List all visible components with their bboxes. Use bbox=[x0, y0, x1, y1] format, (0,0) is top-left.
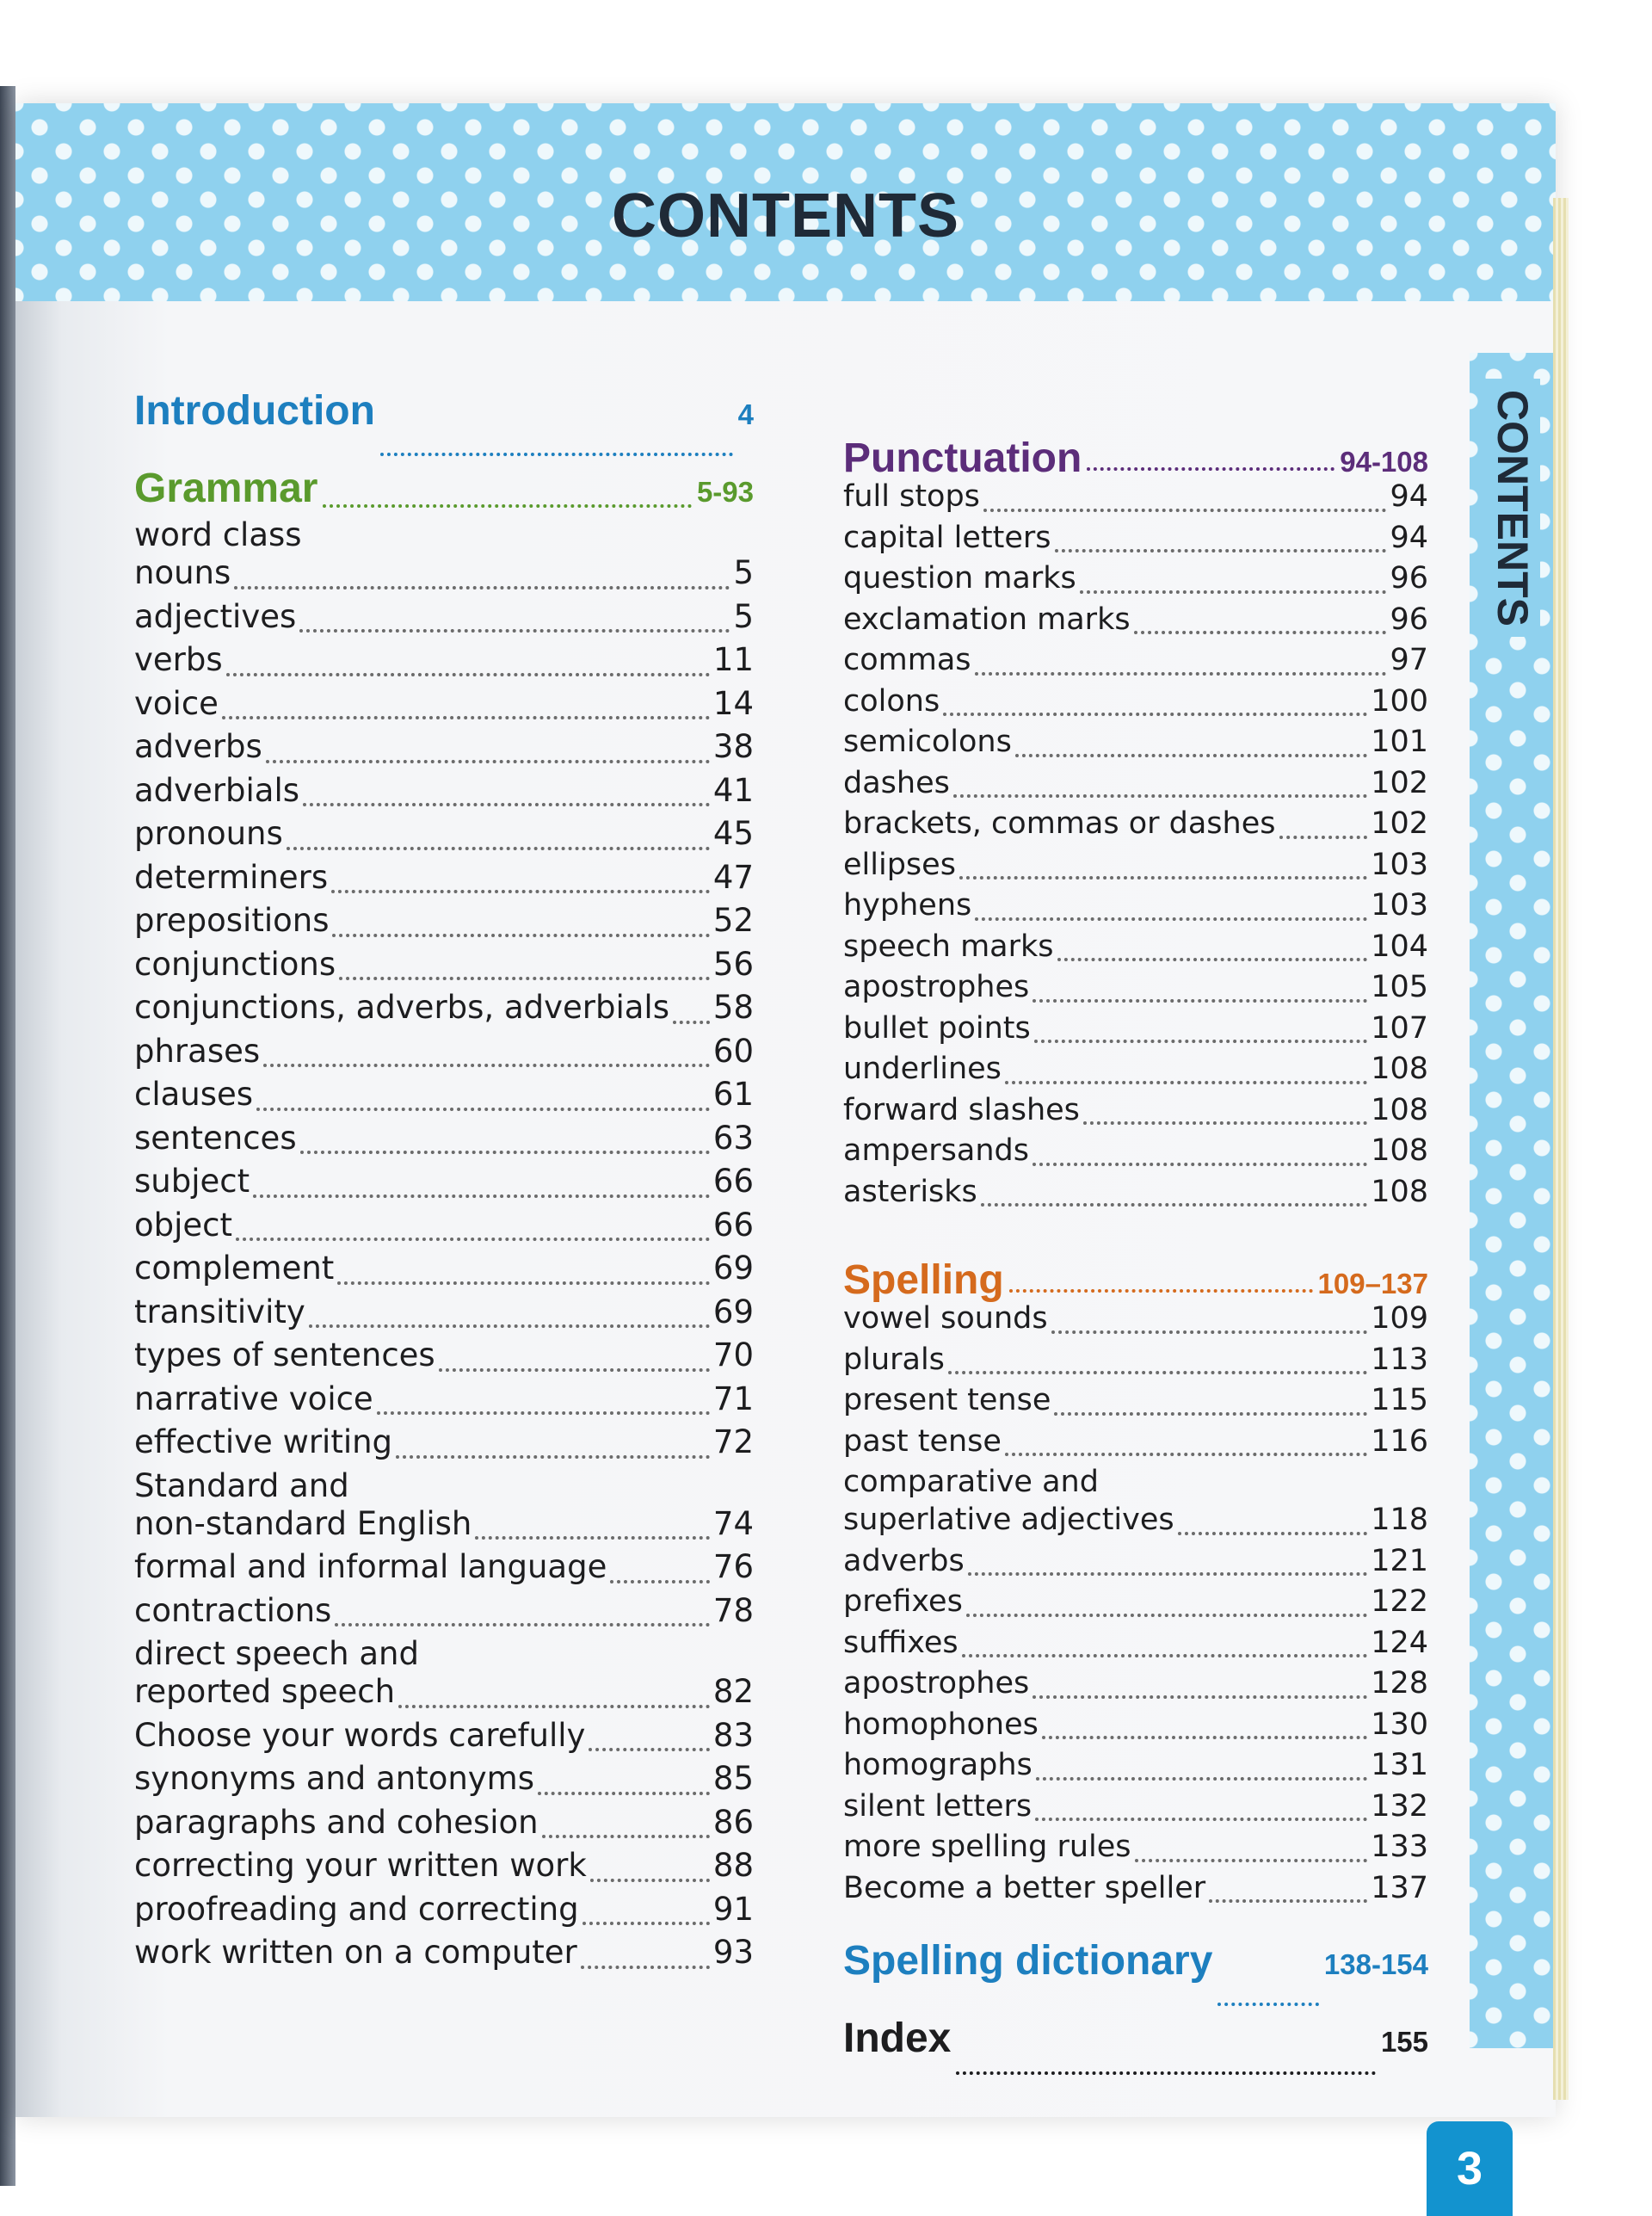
dot-leader bbox=[253, 1194, 710, 1198]
entry-page: 97 bbox=[1390, 643, 1428, 677]
entry-label: nouns bbox=[134, 554, 231, 591]
entry-page: 131 bbox=[1371, 1748, 1428, 1782]
section-label: Spelling dictionary bbox=[843, 1938, 1213, 1984]
dot-leader bbox=[966, 1614, 1367, 1617]
entry-page: 52 bbox=[712, 902, 754, 939]
entry-label: phrases bbox=[134, 1032, 261, 1070]
dot-leader bbox=[962, 1654, 1368, 1657]
entry-page: 69 bbox=[712, 1293, 754, 1330]
toc-entry bbox=[134, 1717, 754, 1761]
dot-leader bbox=[968, 1572, 1367, 1576]
toc-entry bbox=[843, 1830, 1428, 1871]
entry-label: forward slashes bbox=[843, 1092, 1080, 1127]
punctuation-list bbox=[843, 479, 1428, 1215]
entry-label: adjectives bbox=[134, 597, 297, 635]
entry-label: contractions bbox=[134, 1591, 332, 1629]
entry-page: 71 bbox=[712, 1380, 754, 1417]
dot-leader bbox=[1034, 1040, 1367, 1043]
section-pages: 155 bbox=[1380, 2026, 1428, 2058]
toc-entry bbox=[134, 772, 754, 816]
dot-leader bbox=[953, 794, 1367, 798]
toc-entry bbox=[843, 561, 1428, 602]
entry-page: 38 bbox=[712, 728, 754, 765]
toc-entry bbox=[843, 1011, 1428, 1052]
entry-label: sentences bbox=[134, 1119, 297, 1157]
entry-label: dashes bbox=[843, 765, 950, 800]
entry-label: vowel sounds bbox=[843, 1301, 1048, 1336]
entry-page: 14 bbox=[712, 684, 754, 722]
entry-page: 102 bbox=[1371, 806, 1428, 841]
dot-leader bbox=[581, 1966, 710, 1969]
dot-leader bbox=[1051, 1330, 1368, 1334]
dot-leader bbox=[1279, 836, 1368, 839]
entry-label: present tense bbox=[843, 1383, 1051, 1417]
entry-label: conjunctions bbox=[134, 945, 336, 983]
section-heading-spelling bbox=[843, 1256, 1428, 1301]
dot-leader bbox=[380, 453, 733, 456]
entry-page: 108 bbox=[1371, 1133, 1428, 1168]
toc-entry bbox=[134, 1163, 754, 1207]
toc-entry bbox=[843, 1383, 1428, 1424]
entry-label: more spelling rules bbox=[843, 1830, 1131, 1864]
entry-page: 130 bbox=[1371, 1707, 1428, 1742]
entry-label: direct speech and bbox=[134, 1635, 419, 1672]
dot-leader bbox=[398, 1705, 710, 1708]
dot-leader bbox=[1055, 549, 1387, 552]
entry-page: 5 bbox=[733, 597, 754, 635]
entry-page: 108 bbox=[1371, 1174, 1428, 1209]
entry-label: brackets, commas or dashes bbox=[843, 806, 1276, 841]
dot-leader bbox=[234, 586, 730, 589]
entry-label: formal and informal language bbox=[134, 1548, 607, 1585]
entry-page: 107 bbox=[1371, 1010, 1428, 1046]
dot-leader bbox=[222, 716, 710, 719]
dot-leader bbox=[538, 1792, 710, 1795]
dot-leader bbox=[610, 1580, 710, 1583]
section-heading-index bbox=[843, 2015, 1428, 2083]
toc-entry bbox=[134, 516, 754, 554]
dot-leader bbox=[1083, 1121, 1367, 1125]
toc-entry bbox=[134, 1250, 754, 1293]
toc-entry bbox=[843, 1424, 1428, 1466]
entry-label: past tense bbox=[843, 1423, 1002, 1459]
entry-label: prefixes bbox=[843, 1584, 963, 1619]
entry-label: ampersands bbox=[843, 1133, 1029, 1168]
entry-label: comparative and bbox=[843, 1465, 1099, 1499]
dot-leader bbox=[1209, 1899, 1367, 1903]
spacer bbox=[843, 1911, 1428, 1937]
entry-label: homophones bbox=[843, 1707, 1039, 1742]
entry-label: correcting your written work bbox=[134, 1847, 587, 1884]
toc-entry bbox=[843, 1343, 1428, 1384]
dot-leader bbox=[299, 629, 730, 633]
section-heading-introduction bbox=[134, 387, 754, 465]
toc-entry bbox=[134, 1934, 754, 1978]
entry-page: 101 bbox=[1371, 725, 1428, 759]
book-page bbox=[15, 103, 1556, 2194]
section-pages: 5-93 bbox=[696, 476, 754, 508]
entry-page: 102 bbox=[1371, 765, 1428, 800]
entry-page: 93 bbox=[712, 1934, 754, 1971]
entry-label: verbs bbox=[134, 641, 223, 678]
entry-label: ellipses bbox=[843, 847, 956, 882]
entry-label: semicolons bbox=[843, 725, 1012, 759]
dot-leader bbox=[1035, 1818, 1367, 1821]
entry-label: adverbials bbox=[134, 771, 300, 809]
toc-entry bbox=[134, 1847, 754, 1891]
spelling-list bbox=[843, 1301, 1428, 1911]
entry-label: full stops bbox=[843, 479, 980, 514]
book-spine bbox=[0, 86, 15, 2186]
entry-label: superlative adjectives bbox=[843, 1503, 1174, 1537]
dot-leader bbox=[1057, 958, 1368, 961]
toc-entry bbox=[134, 1673, 754, 1717]
entry-page: 132 bbox=[1371, 1788, 1428, 1824]
dot-leader bbox=[1032, 1163, 1367, 1166]
entry-label: suffixes bbox=[843, 1625, 959, 1660]
dot-leader bbox=[975, 917, 1367, 921]
toc-entry bbox=[843, 929, 1428, 971]
dot-leader bbox=[673, 1021, 710, 1024]
spacer bbox=[843, 1215, 1428, 1256]
entry-page: 109 bbox=[1371, 1301, 1428, 1336]
dot-leader bbox=[339, 977, 710, 980]
entry-label: narrative voice bbox=[134, 1380, 373, 1417]
dot-leader bbox=[300, 1151, 710, 1154]
toc-entry bbox=[843, 725, 1428, 766]
dot-leader bbox=[287, 847, 710, 850]
dot-leader bbox=[1042, 1736, 1367, 1739]
entry-label: asterisks bbox=[843, 1174, 977, 1209]
dot-leader bbox=[1054, 1412, 1367, 1416]
toc-entry bbox=[843, 806, 1428, 848]
dot-leader bbox=[1009, 1289, 1313, 1293]
toc-entry bbox=[134, 1804, 754, 1848]
entry-page: 5 bbox=[733, 554, 754, 591]
entry-label: capital letters bbox=[843, 520, 1051, 555]
dot-leader bbox=[439, 1368, 710, 1372]
entry-page: 85 bbox=[712, 1760, 754, 1797]
dot-leader bbox=[323, 504, 691, 508]
entry-page: 41 bbox=[712, 771, 754, 809]
entry-label: apostrophes bbox=[843, 970, 1030, 1004]
entry-page: 70 bbox=[712, 1336, 754, 1373]
entry-label: Choose your words carefully bbox=[134, 1716, 586, 1754]
entry-page: 58 bbox=[712, 989, 754, 1026]
section-label: Index bbox=[843, 2015, 952, 2061]
entry-label: adverbs bbox=[843, 1543, 965, 1578]
toc-entry bbox=[843, 1175, 1428, 1216]
entry-page: 108 bbox=[1371, 1092, 1428, 1127]
entry-label: underlines bbox=[843, 1052, 1002, 1086]
entry-page: 66 bbox=[712, 1163, 754, 1200]
entry-label: question marks bbox=[843, 561, 1076, 596]
toc-entry bbox=[843, 1707, 1428, 1749]
dot-leader bbox=[975, 672, 1387, 676]
toc-entry bbox=[843, 1584, 1428, 1626]
entry-page: 105 bbox=[1371, 970, 1428, 1004]
toc-entry bbox=[134, 1505, 754, 1549]
dot-leader bbox=[1087, 467, 1335, 471]
entry-label: adverbs bbox=[134, 728, 262, 765]
entry-label: paragraphs and cohesion bbox=[134, 1803, 539, 1841]
dot-leader bbox=[959, 876, 1367, 880]
toc-entry bbox=[843, 1789, 1428, 1830]
toc-entry bbox=[134, 1423, 754, 1467]
page-title: CONTENTS bbox=[612, 182, 959, 250]
entry-label: speech marks bbox=[843, 929, 1054, 964]
entry-label: determiners bbox=[134, 858, 329, 896]
dot-leader bbox=[256, 1108, 710, 1111]
toc-entry bbox=[134, 859, 754, 903]
entry-label: work written on a computer bbox=[134, 1934, 577, 1971]
entry-page: 72 bbox=[712, 1423, 754, 1460]
page-edges bbox=[1553, 198, 1569, 2100]
entry-page: 76 bbox=[712, 1548, 754, 1585]
entry-label: voice bbox=[134, 684, 219, 722]
toc-entry bbox=[843, 766, 1428, 807]
entry-label: effective writing bbox=[134, 1423, 393, 1460]
entry-label: apostrophes bbox=[843, 1666, 1030, 1701]
toc-entry bbox=[843, 888, 1428, 929]
toc-entry bbox=[843, 1503, 1428, 1544]
dot-leader bbox=[303, 803, 710, 806]
entry-page: 94 bbox=[1390, 479, 1428, 514]
entry-label: commas bbox=[843, 643, 971, 677]
section-heading-spelling-dictionary bbox=[843, 1937, 1428, 2015]
entry-page: 94 bbox=[1390, 520, 1428, 555]
dot-leader bbox=[1032, 1695, 1367, 1699]
dot-leader bbox=[377, 1411, 710, 1415]
section-pages: 109–137 bbox=[1317, 1268, 1428, 1299]
entry-label: complement bbox=[134, 1250, 335, 1287]
toc-entry bbox=[843, 1871, 1428, 1912]
toc-entry bbox=[843, 1301, 1428, 1343]
entry-page: 74 bbox=[712, 1504, 754, 1542]
entry-label: proofreading and correcting bbox=[134, 1890, 579, 1928]
entry-label: clauses bbox=[134, 1076, 254, 1113]
dot-leader bbox=[956, 2071, 1376, 2075]
dot-leader bbox=[1036, 1777, 1367, 1781]
toc-entry bbox=[134, 685, 754, 729]
entry-page: 69 bbox=[712, 1250, 754, 1287]
entry-page: 61 bbox=[712, 1076, 754, 1113]
dot-leader bbox=[583, 1922, 710, 1925]
toc-entry bbox=[134, 1891, 754, 1935]
dot-leader bbox=[1015, 754, 1367, 757]
toc-entry bbox=[134, 1635, 754, 1673]
toc-entry bbox=[134, 1380, 754, 1424]
dot-leader bbox=[1080, 590, 1387, 594]
entry-label: colons bbox=[843, 683, 940, 719]
toc-entry bbox=[843, 1052, 1428, 1093]
toc-entry bbox=[843, 1544, 1428, 1585]
entry-label: non-standard English bbox=[134, 1504, 472, 1542]
toc-entry bbox=[134, 946, 754, 990]
dot-leader bbox=[396, 1455, 710, 1459]
section-label: Spelling bbox=[843, 1257, 1004, 1303]
dot-leader bbox=[263, 1064, 710, 1067]
dot-leader bbox=[1005, 1081, 1367, 1084]
dot-leader bbox=[1005, 1453, 1367, 1456]
toc-entry bbox=[134, 1033, 754, 1077]
toc-entry bbox=[134, 1548, 754, 1592]
entry-page: 104 bbox=[1371, 929, 1428, 964]
entry-label: exclamation marks bbox=[843, 602, 1131, 637]
entry-page: 82 bbox=[712, 1673, 754, 1710]
toc-entry bbox=[843, 643, 1428, 684]
entry-page: 108 bbox=[1371, 1052, 1428, 1086]
entry-label: word class bbox=[134, 516, 302, 553]
toc-entry bbox=[134, 1467, 754, 1505]
section-heading-grammar bbox=[134, 465, 754, 516]
section-label: Punctuation bbox=[843, 435, 1082, 481]
entry-label: Become a better speller bbox=[843, 1870, 1206, 1905]
toc-entry bbox=[134, 1293, 754, 1337]
entry-page: 47 bbox=[712, 858, 754, 896]
toc-entry bbox=[134, 554, 754, 598]
toc-entry bbox=[843, 602, 1428, 644]
entry-page: 45 bbox=[712, 815, 754, 852]
section-pages: 138-154 bbox=[1323, 1948, 1428, 1980]
section-label: Grammar bbox=[134, 466, 318, 511]
toc-entry bbox=[134, 902, 754, 946]
entry-label: prepositions bbox=[134, 902, 330, 939]
grammar-list bbox=[134, 516, 754, 1978]
dot-leader bbox=[1178, 1532, 1368, 1535]
toc-entry bbox=[843, 848, 1428, 889]
entry-page: 137 bbox=[1371, 1870, 1428, 1905]
entry-page: 128 bbox=[1371, 1666, 1428, 1701]
dot-leader bbox=[948, 1371, 1367, 1374]
dot-leader bbox=[1032, 999, 1367, 1003]
entry-label: object bbox=[134, 1206, 233, 1244]
toc-entry bbox=[134, 641, 754, 685]
entry-label: hyphens bbox=[843, 888, 972, 923]
entry-page: 66 bbox=[712, 1206, 754, 1244]
dot-leader bbox=[332, 934, 709, 937]
entry-label: silent letters bbox=[843, 1788, 1032, 1824]
entry-page: 122 bbox=[1371, 1584, 1428, 1619]
toc-entry bbox=[843, 970, 1428, 1011]
entry-label: Standard and bbox=[134, 1466, 349, 1504]
entry-page: 118 bbox=[1371, 1503, 1428, 1537]
entry-label: pronouns bbox=[134, 815, 283, 852]
side-tab-label: CONTENTS bbox=[1485, 379, 1540, 637]
entry-page: 116 bbox=[1371, 1423, 1428, 1459]
entry-label: plurals bbox=[843, 1342, 945, 1377]
entry-label: transitivity bbox=[134, 1293, 305, 1330]
entry-page: 88 bbox=[712, 1847, 754, 1884]
toc-entry bbox=[843, 1748, 1428, 1789]
dot-leader bbox=[983, 509, 1387, 512]
entry-page: 96 bbox=[1390, 561, 1428, 596]
toc-entry bbox=[843, 684, 1428, 725]
dot-leader bbox=[266, 760, 710, 763]
entry-page: 78 bbox=[712, 1591, 754, 1629]
dot-leader bbox=[542, 1835, 710, 1838]
entry-label: subject bbox=[134, 1163, 250, 1200]
toc-entry bbox=[843, 1666, 1428, 1707]
toc-entry bbox=[843, 479, 1428, 521]
toc-entry bbox=[843, 521, 1428, 562]
dot-leader bbox=[1217, 2003, 1318, 2006]
page-number-tab: 3 bbox=[1427, 2121, 1513, 2216]
toc-entry bbox=[134, 728, 754, 772]
section-heading-punctuation bbox=[843, 435, 1428, 479]
toc-entry bbox=[134, 1760, 754, 1804]
dot-leader bbox=[236, 1238, 710, 1241]
toc-entry bbox=[134, 598, 754, 642]
dot-leader bbox=[1134, 631, 1387, 634]
section-label: Introduction bbox=[134, 388, 375, 434]
dot-leader bbox=[1135, 1859, 1368, 1862]
dot-leader bbox=[590, 1879, 710, 1882]
dot-leader bbox=[943, 713, 1367, 716]
toc-entry bbox=[134, 1336, 754, 1380]
entry-page: 115 bbox=[1371, 1383, 1428, 1417]
section-pages: 94-108 bbox=[1340, 446, 1428, 478]
dot-leader bbox=[981, 1203, 1367, 1207]
entry-label: conjunctions, adverbs, adverbials bbox=[134, 989, 669, 1026]
entry-page: 133 bbox=[1371, 1830, 1428, 1864]
entry-page: 91 bbox=[712, 1890, 754, 1928]
entry-page: 103 bbox=[1371, 847, 1428, 882]
entry-page: 56 bbox=[712, 945, 754, 983]
entry-label: reported speech bbox=[134, 1673, 396, 1710]
toc-entry bbox=[134, 1076, 754, 1120]
entry-page: 96 bbox=[1390, 602, 1428, 637]
dot-leader bbox=[331, 890, 710, 893]
dot-leader bbox=[589, 1748, 709, 1751]
entry-page: 83 bbox=[712, 1716, 754, 1754]
entry-page: 63 bbox=[712, 1119, 754, 1157]
toc-entry bbox=[134, 1207, 754, 1250]
entry-page: 11 bbox=[712, 641, 754, 678]
toc-entry bbox=[843, 1626, 1428, 1667]
toc-entry bbox=[843, 1133, 1428, 1175]
dot-leader bbox=[335, 1623, 710, 1627]
left-column bbox=[134, 387, 754, 1978]
toc-entry bbox=[134, 815, 754, 859]
toc-entry bbox=[134, 1592, 754, 1636]
entry-page: 100 bbox=[1371, 683, 1428, 719]
entry-page: 113 bbox=[1371, 1342, 1428, 1377]
entry-page: 121 bbox=[1371, 1543, 1428, 1578]
entry-page: 103 bbox=[1371, 888, 1428, 923]
toc-entry bbox=[134, 989, 754, 1033]
dot-leader bbox=[226, 673, 710, 676]
right-column bbox=[843, 435, 1428, 2083]
section-pages: 4 bbox=[737, 398, 754, 430]
entry-label: types of sentences bbox=[134, 1336, 435, 1373]
toc-entry bbox=[843, 1093, 1428, 1134]
toc-entry bbox=[134, 1120, 754, 1164]
toc-entry bbox=[843, 1465, 1428, 1503]
entry-page: 60 bbox=[712, 1032, 754, 1070]
entry-page: 86 bbox=[712, 1803, 754, 1841]
entry-label: homographs bbox=[843, 1748, 1032, 1782]
dot-leader bbox=[309, 1324, 710, 1328]
entry-label: bullet points bbox=[843, 1010, 1031, 1046]
dot-leader bbox=[337, 1281, 710, 1285]
entry-page: 124 bbox=[1371, 1625, 1428, 1660]
dot-leader bbox=[475, 1536, 710, 1540]
entry-label: synonyms and antonyms bbox=[134, 1760, 534, 1797]
